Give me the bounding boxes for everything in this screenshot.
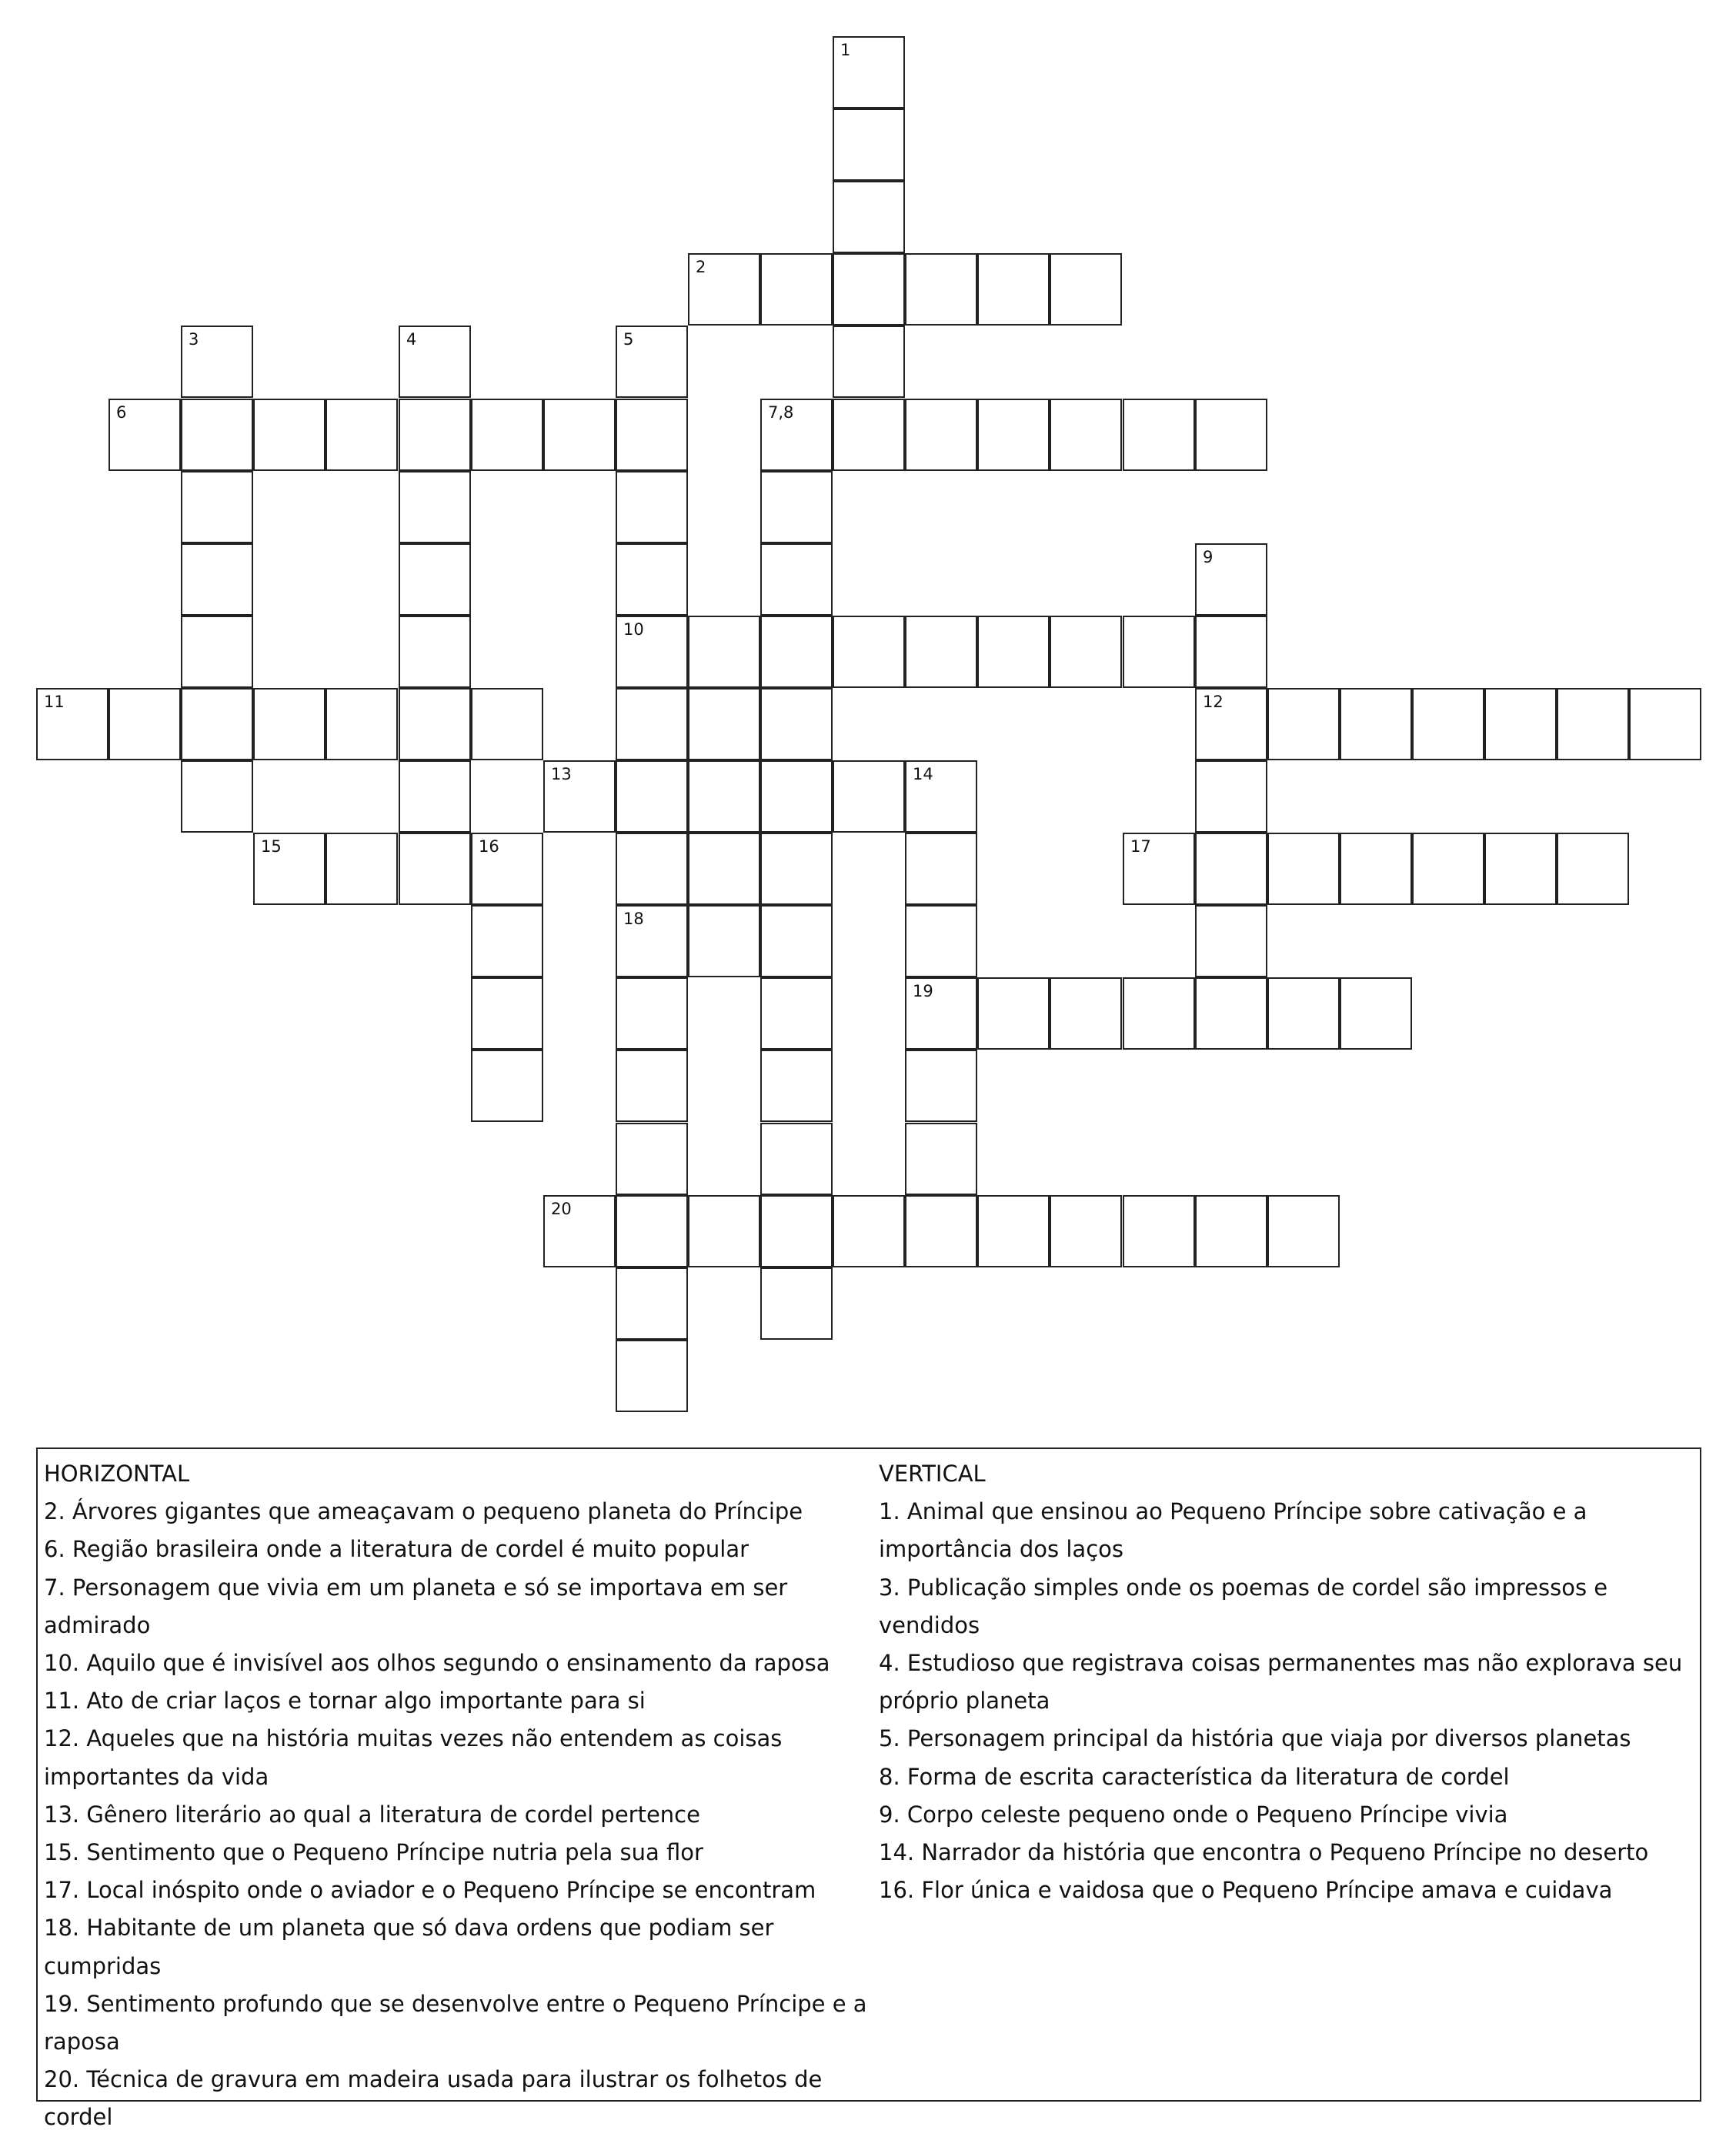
grid-cell[interactable] bbox=[399, 399, 471, 471]
grid-cell[interactable] bbox=[181, 688, 253, 760]
grid-cell[interactable] bbox=[471, 399, 543, 471]
grid-cell[interactable] bbox=[833, 760, 905, 833]
clue-h-17: 17. Local inóspito onde o aviador e o Pequeno Príncipe se encontram bbox=[44, 1877, 816, 1904]
grid-cell[interactable] bbox=[905, 616, 977, 688]
grid-cell[interactable] bbox=[760, 1195, 833, 1267]
grid-cell[interactable] bbox=[471, 688, 543, 760]
grid-cell[interactable] bbox=[760, 688, 833, 760]
grid-cell[interactable] bbox=[1484, 688, 1557, 760]
grid-cell[interactable] bbox=[1195, 977, 1267, 1050]
clue-number: 2 bbox=[696, 258, 706, 276]
grid-cell[interactable] bbox=[399, 760, 471, 833]
grid-cell[interactable] bbox=[760, 977, 833, 1050]
clue-number: 16 bbox=[479, 837, 499, 856]
grid-cell[interactable] bbox=[760, 833, 833, 905]
vertical-heading: VERTICAL bbox=[879, 1461, 986, 1487]
clue-number: 9 bbox=[1203, 548, 1214, 566]
grid-cell[interactable] bbox=[1195, 905, 1267, 977]
grid-cell[interactable] bbox=[399, 471, 471, 543]
grid-cell[interactable] bbox=[181, 760, 253, 833]
clue-number: 13 bbox=[551, 765, 572, 783]
clue-number: 12 bbox=[1203, 693, 1224, 711]
horizontal-heading: HORIZONTAL bbox=[44, 1461, 190, 1487]
grid-cell[interactable] bbox=[760, 253, 833, 326]
clue-number: 19 bbox=[913, 982, 933, 1000]
grid-cell[interactable] bbox=[36, 688, 108, 760]
grid-cell[interactable] bbox=[688, 688, 760, 760]
grid-cell[interactable] bbox=[616, 905, 688, 977]
grid-cell[interactable] bbox=[1267, 977, 1340, 1050]
grid-cell[interactable] bbox=[1195, 760, 1267, 833]
clue-number: 20 bbox=[551, 1200, 572, 1218]
grid-cell[interactable] bbox=[399, 543, 471, 616]
clue-number: 7,8 bbox=[768, 403, 794, 422]
grid-cell[interactable] bbox=[1123, 977, 1195, 1050]
grid-cell[interactable] bbox=[905, 399, 977, 471]
grid-cell[interactable] bbox=[616, 1123, 688, 1195]
clue-h-10: 10. Aquilo que é invisível aos olhos segundo o ensinamento da raposa bbox=[44, 1650, 830, 1677]
grid-cell[interactable] bbox=[833, 616, 905, 688]
grid-cell[interactable] bbox=[760, 760, 833, 833]
grid-cell[interactable] bbox=[616, 688, 688, 760]
grid-cell[interactable] bbox=[833, 181, 905, 253]
clue-v-1: 1. Animal que ensinou ao Pequeno Príncipe sobre cativação e a importância dos laços bbox=[879, 1498, 1587, 1563]
clue-number: 17 bbox=[1130, 837, 1151, 856]
clue-v-4: 4. Estudioso que registrava coisas permanentes mas não explorava seu próprio planeta bbox=[879, 1650, 1683, 1715]
grid-cell[interactable] bbox=[1123, 616, 1195, 688]
grid-cell[interactable] bbox=[688, 760, 760, 833]
grid-cell[interactable] bbox=[616, 1340, 688, 1412]
grid-cell[interactable] bbox=[688, 253, 760, 326]
grid-cell[interactable] bbox=[1557, 688, 1629, 760]
grid-cell[interactable] bbox=[108, 688, 181, 760]
grid-cell[interactable] bbox=[1050, 253, 1122, 326]
grid-cell[interactable] bbox=[905, 760, 977, 833]
grid-cell[interactable] bbox=[688, 833, 760, 905]
clue-v-16: 16. Flor única e vaidosa que o Pequeno Príncipe amava e cuidava bbox=[879, 1877, 1613, 1904]
grid-cell[interactable] bbox=[977, 1195, 1050, 1267]
clue-number: 14 bbox=[913, 765, 933, 783]
clue-number: 3 bbox=[189, 330, 199, 349]
grid-cell[interactable] bbox=[253, 399, 326, 471]
grid-cell[interactable] bbox=[1050, 1195, 1122, 1267]
grid-cell[interactable] bbox=[1195, 543, 1267, 616]
grid-cell[interactable] bbox=[1412, 833, 1484, 905]
grid-cell[interactable] bbox=[181, 543, 253, 616]
grid-cell[interactable] bbox=[471, 905, 543, 977]
grid-cell[interactable] bbox=[833, 1195, 905, 1267]
clue-number: 10 bbox=[623, 620, 644, 639]
grid-cell[interactable] bbox=[905, 1195, 977, 1267]
clue-h-20: 20. Técnica de gravura em madeira usada para ilustrar os folhetos de cordel bbox=[44, 2066, 823, 2131]
grid-cell[interactable] bbox=[1195, 688, 1267, 760]
grid-cell[interactable] bbox=[833, 253, 905, 326]
grid-cell[interactable] bbox=[833, 109, 905, 181]
grid-cell[interactable] bbox=[326, 399, 398, 471]
grid-cell[interactable] bbox=[1050, 977, 1122, 1050]
clue-h-18: 18. Habitante de um planeta que só dava ordens que podiam ser cumpridas bbox=[44, 1915, 774, 1979]
grid-cell[interactable] bbox=[1557, 833, 1629, 905]
grid-cell[interactable] bbox=[1340, 977, 1412, 1050]
grid-cell[interactable] bbox=[616, 543, 688, 616]
clue-number: 1 bbox=[840, 41, 851, 59]
grid-cell[interactable] bbox=[905, 977, 977, 1050]
grid-cell[interactable] bbox=[833, 326, 905, 398]
grid-cell[interactable] bbox=[253, 833, 326, 905]
grid-cell[interactable] bbox=[1267, 1195, 1340, 1267]
clue-h-11: 11. Ato de criar laços e tornar algo importante para si bbox=[44, 1688, 646, 1715]
grid-cell[interactable] bbox=[399, 616, 471, 688]
grid-cell[interactable] bbox=[1195, 833, 1267, 905]
clues-panel bbox=[36, 1447, 1701, 2131]
grid-cell[interactable] bbox=[181, 399, 253, 471]
grid-cell[interactable] bbox=[181, 616, 253, 688]
grid-cell[interactable] bbox=[399, 833, 471, 905]
grid-cell[interactable] bbox=[760, 1123, 833, 1195]
clue-h-2: 2. Árvores gigantes que ameaçavam o pequeno planeta do Príncipe bbox=[44, 1498, 803, 1525]
grid-cell[interactable] bbox=[833, 36, 905, 109]
grid-cell[interactable] bbox=[326, 833, 398, 905]
clue-v-8: 8. Forma de escrita característica da literatura de cordel bbox=[879, 1763, 1510, 1790]
grid-cell[interactable] bbox=[688, 616, 760, 688]
grid-cell[interactable] bbox=[1050, 399, 1122, 471]
grid-cell[interactable] bbox=[1340, 688, 1412, 760]
horizontal-clues bbox=[44, 1455, 871, 2137]
clue-number: 11 bbox=[44, 693, 65, 711]
clue-number: 5 bbox=[623, 330, 634, 349]
grid-cell[interactable] bbox=[616, 833, 688, 905]
grid-cell[interactable] bbox=[543, 760, 616, 833]
grid-cell[interactable] bbox=[616, 1195, 688, 1267]
grid-cell[interactable] bbox=[616, 471, 688, 543]
grid-cell[interactable] bbox=[1123, 1195, 1195, 1267]
grid-cell[interactable] bbox=[399, 326, 471, 398]
clue-h-13: 13. Gênero literário ao qual a literatura de cordel pertence bbox=[44, 1801, 700, 1828]
grid-cell[interactable] bbox=[543, 399, 616, 471]
grid-cell[interactable] bbox=[1412, 688, 1484, 760]
grid-cell[interactable] bbox=[326, 688, 398, 760]
clue-number: 6 bbox=[116, 403, 127, 422]
grid-cell[interactable] bbox=[760, 543, 833, 616]
grid-cell[interactable] bbox=[760, 616, 833, 688]
clue-h-6: 6. Região brasileira onde a literatura de cordel é muito popular bbox=[44, 1536, 749, 1563]
grid-cell[interactable] bbox=[905, 905, 977, 977]
grid-cell[interactable] bbox=[181, 471, 253, 543]
clue-h-15: 15. Sentimento que o Pequeno Príncipe nutria pela sua flor bbox=[44, 1839, 703, 1866]
grid-cell[interactable] bbox=[616, 326, 688, 398]
grid-cell[interactable] bbox=[1050, 616, 1122, 688]
grid-cell[interactable] bbox=[1267, 688, 1340, 760]
grid-cell[interactable] bbox=[688, 1195, 760, 1267]
grid-cell[interactable] bbox=[760, 1050, 833, 1122]
grid-cell[interactable] bbox=[760, 399, 833, 471]
grid-cell[interactable] bbox=[760, 905, 833, 977]
grid-cell[interactable] bbox=[108, 399, 181, 471]
grid-cell[interactable] bbox=[253, 688, 326, 760]
grid-cell[interactable] bbox=[1123, 833, 1195, 905]
clue-v-14: 14. Narrador da história que encontra o Pequeno Príncipe no deserto bbox=[879, 1839, 1649, 1866]
grid-cell[interactable] bbox=[616, 1050, 688, 1122]
grid-cell[interactable] bbox=[905, 833, 977, 905]
grid-cell[interactable] bbox=[616, 977, 688, 1050]
grid-cell[interactable] bbox=[543, 1195, 616, 1267]
clue-h-7: 7. Personagem que vivia em um planeta e só se importava em ser admirado bbox=[44, 1574, 788, 1638]
grid-cell[interactable] bbox=[688, 905, 760, 977]
grid-cell[interactable] bbox=[1340, 833, 1412, 905]
clue-h-19: 19. Sentimento profundo que se desenvolve entre o Pequeno Príncipe e a raposa bbox=[44, 1990, 867, 2055]
clue-number: 15 bbox=[261, 837, 282, 856]
grid-cell[interactable] bbox=[1629, 688, 1701, 760]
grid-cell[interactable] bbox=[181, 326, 253, 398]
grid-cell[interactable] bbox=[905, 253, 977, 326]
grid-cell[interactable] bbox=[905, 1123, 977, 1195]
grid-cell[interactable] bbox=[977, 253, 1050, 326]
grid-cell[interactable] bbox=[399, 688, 471, 760]
clue-h-12: 12. Aqueles que na história muitas vezes não entendem as coisas importantes da vida bbox=[44, 1725, 783, 1790]
grid-cell[interactable] bbox=[616, 616, 688, 688]
grid-cell[interactable] bbox=[1195, 399, 1267, 471]
grid-cell[interactable] bbox=[833, 399, 905, 471]
clue-number: 18 bbox=[623, 910, 644, 928]
grid-cell[interactable] bbox=[1123, 399, 1195, 471]
grid-cell[interactable] bbox=[616, 760, 688, 833]
grid-cell[interactable] bbox=[471, 1050, 543, 1122]
clue-v-9: 9. Corpo celeste pequeno onde o Pequeno Príncipe vivia bbox=[879, 1801, 1508, 1828]
clue-v-3: 3. Publicação simples onde os poemas de cordel são impressos e vendidos bbox=[879, 1574, 1608, 1638]
clue-number: 4 bbox=[406, 330, 417, 349]
grid-cell[interactable] bbox=[977, 399, 1050, 471]
grid-cell[interactable] bbox=[1267, 833, 1340, 905]
grid-cell[interactable] bbox=[471, 977, 543, 1050]
grid-cell[interactable] bbox=[471, 833, 543, 905]
grid-cell[interactable] bbox=[616, 1267, 688, 1340]
grid-cell[interactable] bbox=[1195, 1195, 1267, 1267]
grid-cell[interactable] bbox=[977, 977, 1050, 1050]
grid-cell[interactable] bbox=[977, 616, 1050, 688]
grid-cell[interactable] bbox=[1484, 833, 1557, 905]
grid-cell[interactable] bbox=[760, 1267, 833, 1340]
vertical-clues bbox=[879, 1455, 1694, 1909]
grid-cell[interactable] bbox=[1195, 616, 1267, 688]
grid-cell[interactable] bbox=[905, 1050, 977, 1122]
grid-cell[interactable] bbox=[760, 471, 833, 543]
clue-v-5: 5. Personagem principal da história que viaja por diversos planetas bbox=[879, 1725, 1631, 1752]
grid-cell[interactable] bbox=[616, 399, 688, 471]
